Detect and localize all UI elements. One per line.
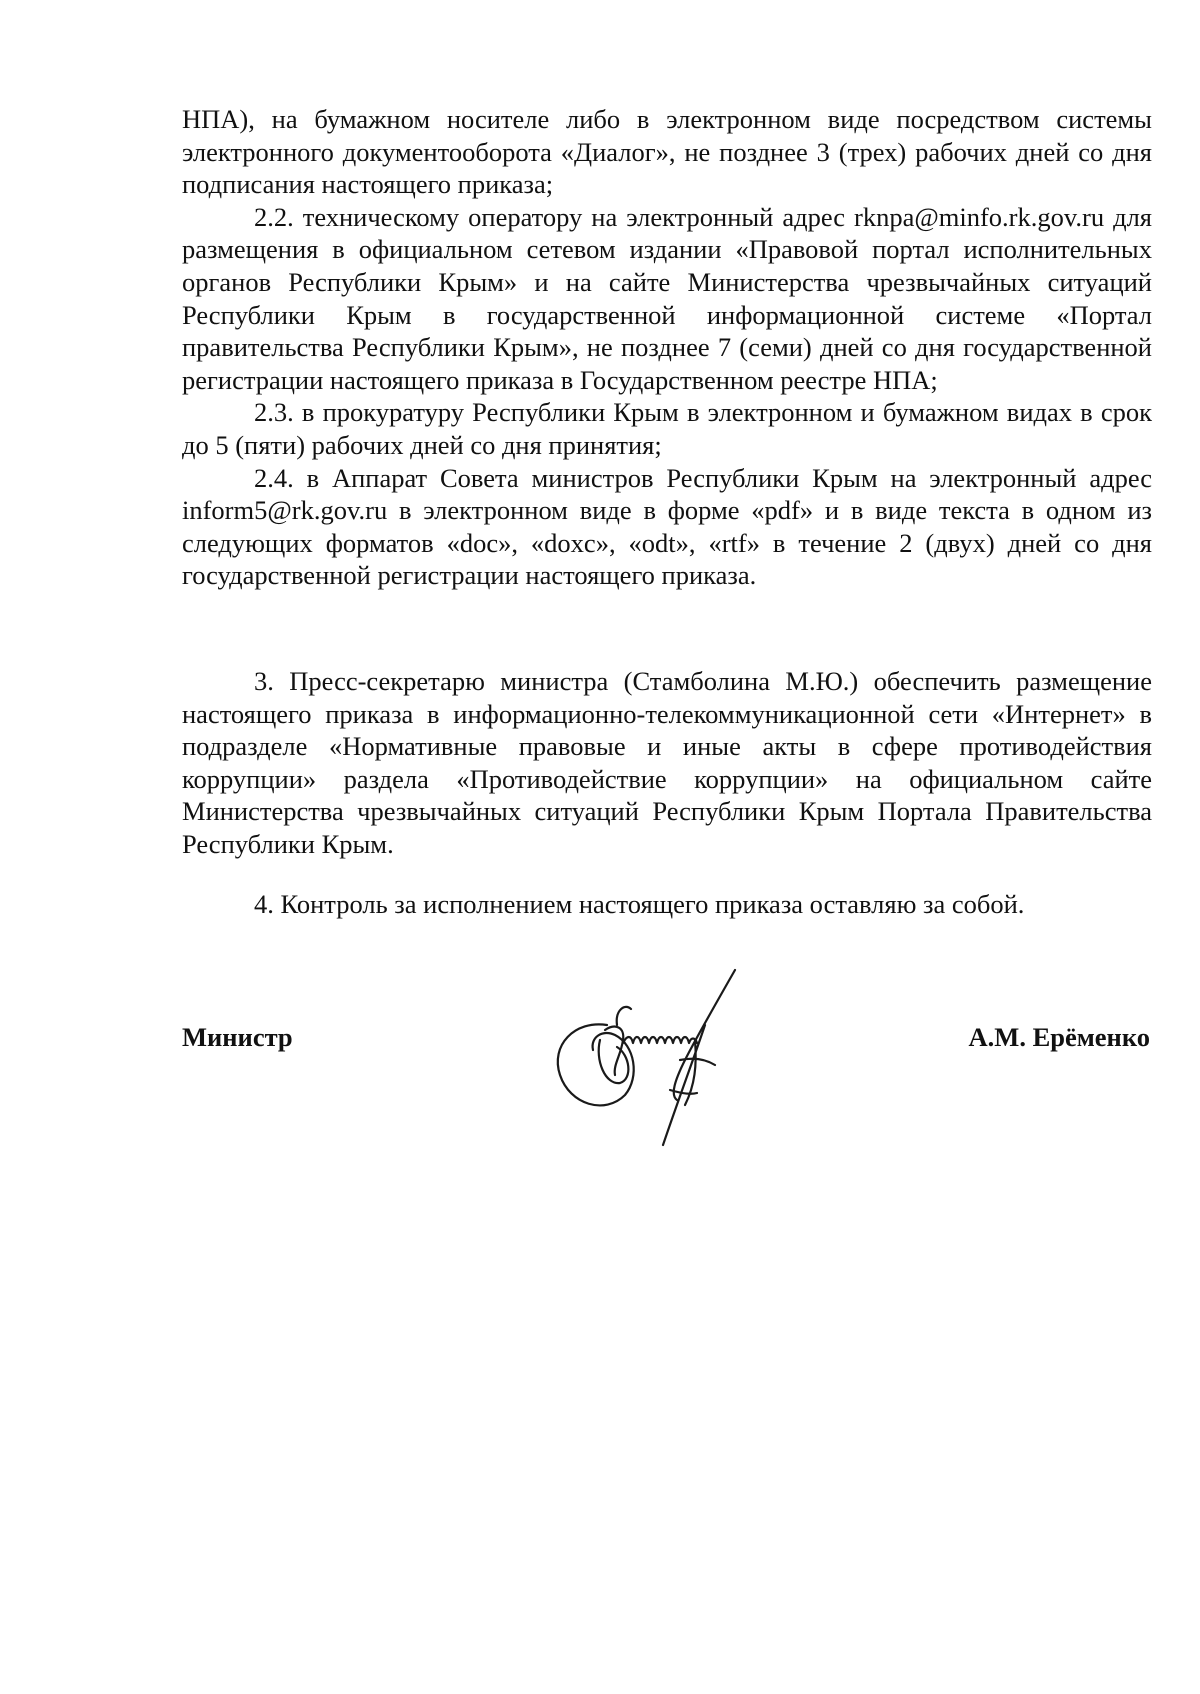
signatory-position: Министр — [182, 1022, 293, 1052]
list-items-2 — [182, 103, 1152, 592]
paragraph-2-2: 2.2. техническому оператору на электронный адрес rknpa@minfo.rk.gov.ru для размещения в официальном сетевом издании «Правовой портал исполнительных органов Республики Крым» и на сайте Министерства чрезвычайных ситуаций Республики Крым в государственной информационной системе «Портал правительства Республики Крым», не позднее 7 (семи) дней со дня государственной регистрации настоящего приказа в Государственном реестре НПА; — [182, 201, 1152, 395]
handwritten-signature — [545, 965, 775, 1155]
paragraph-4-block — [182, 888, 1152, 921]
paragraph-2-4: 2.4. в Аппарат Совета министров Республики Крым на электронный адрес inform5@rk.gov.ru в электронном виде в форме «pdf» и в виде текста в одном из следующих форматов «doc», «doxc», «odt», «rtf» в течение 2 (двух) дней со дня государственной регистрации настоящего приказа. — [182, 462, 1152, 591]
signatory-name: А.М. Ерёменко — [968, 1022, 1150, 1052]
paragraph-4: 4. Контроль за исполнением настоящего приказа оставляю за собой. — [254, 889, 1025, 919]
paragraph-3-block — [182, 665, 1152, 861]
paragraph-3: 3. Пресс-секретарю министра (Стамболина М.Ю.) обеспечить размещение настоящего приказа в информационно-телекоммуникационной сети «Интернет» в подразделе «Нормативные правовые и иные акты в сфере противодействия коррупции» раздела «Противодействие коррупции» на официальном сайте Министерства чрезвычайных ситуаций Республики Крым Портала Правительства Республики Крым. — [182, 666, 1152, 859]
paragraph-2-3: 2.3. в прокуратуру Республики Крым в электронном и бумажном видах в срок до 5 (пяти) рабочих дней со дня принятия; — [182, 397, 1152, 460]
paragraph-2-1-tail: НПА), на бумажном носителе либо в электронном виде посредством системы электронного документооборота «Диалог», не позднее 3 (трех) рабочих дней со дня подписания настоящего приказа; — [182, 104, 1152, 200]
